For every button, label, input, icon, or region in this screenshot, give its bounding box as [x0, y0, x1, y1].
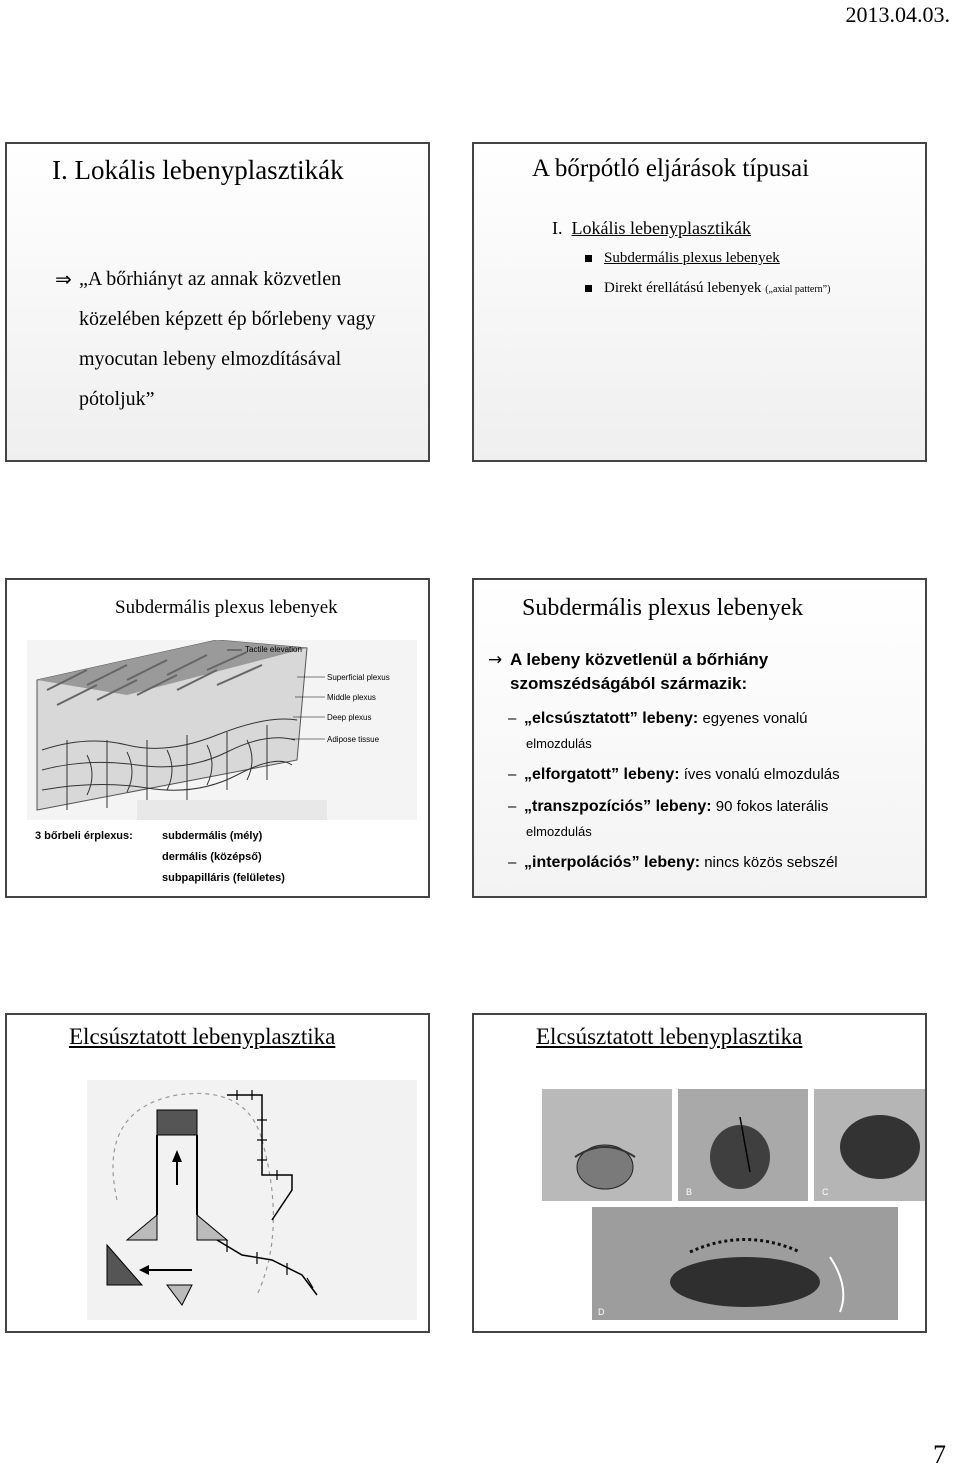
label-tactile-elevation: Tactile elevation: [245, 645, 302, 654]
skin-plexus-illustration: [27, 640, 417, 820]
slide-2-heading: [552, 218, 751, 239]
flap-term: „interpolációs” lebeny:: [524, 854, 701, 871]
flap-desc: 90 fokos laterális: [715, 798, 829, 815]
label-superficial-plexus: Superficial plexus: [327, 673, 390, 682]
slide-4-title: Subdermális plexus lebenyek: [522, 595, 804, 621]
bullet-text: Direkt érellátású lebenyek: [604, 280, 762, 296]
flap-desc-continued: elmozdulás: [526, 824, 592, 839]
bullet-item: [604, 250, 780, 267]
slide-2-title: A bőrpótló eljárások típusai: [532, 155, 810, 182]
slide-6-title: Elcsúsztatott lebenyplasztika: [536, 1024, 803, 1049]
surgical-photos: [540, 1087, 927, 1322]
flap-desc-continued: elmozdulás: [526, 736, 592, 751]
label-deep-plexus: Deep plexus: [327, 713, 372, 722]
slide-4: [472, 578, 927, 898]
slide-4-lead: [488, 648, 769, 696]
flap-term: „elforgatott” lebeny:: [524, 766, 680, 783]
bullet-item: [604, 280, 830, 297]
flap-desc: egyenes vonalú: [702, 710, 808, 727]
slide-1-body-text: „A bőrhiányt az annak közvetlen közelében képzett ép bőrlebeny vagy myocutan lebeny elmozdításával pótoljuk”: [79, 268, 376, 410]
plexus-caption-item: subpapilláris (felületes): [162, 872, 285, 884]
slide-2: [472, 142, 927, 462]
plexus-caption-item: dermális (középső): [162, 851, 262, 863]
implies-arrow-icon: ⇒: [55, 267, 72, 291]
flap-desc: nincs közös sebszél: [704, 854, 838, 871]
flap-type-item: – „transzpozíciós” lebeny: 90 fokos laterális: [508, 798, 829, 815]
flap-term: „elcsúsztatott” lebeny:: [524, 710, 699, 727]
slide-3: [5, 578, 430, 898]
slide-1-body: [55, 259, 419, 419]
bullet-text: Subdermális plexus lebenyek: [604, 250, 780, 266]
label-adipose-tissue: Adipose tissue: [327, 735, 380, 744]
flap-type-item: – „elcsúsztatott” lebeny: egyenes vonalú: [508, 710, 808, 727]
panel-letter: D: [598, 1307, 605, 1317]
header-date: 2013.04.03.: [845, 2, 950, 27]
lead-line: A lebeny közvetlenül a bőrhiány szomszédságából származik:: [510, 650, 769, 693]
panel-letter: B: [686, 1187, 693, 1197]
flap-term: „transzpozíciós” lebeny:: [524, 798, 712, 815]
flap-desc: íves vonalú elmozdulás: [683, 766, 840, 783]
panel-letter: C: [822, 1187, 829, 1197]
slide-1-title: I. Lokális lebenyplasztikák: [52, 155, 344, 185]
plexus-caption-label: 3 bőrbeli érplexus:: [35, 830, 133, 842]
bullet-suffix: („axial pattern”): [765, 284, 831, 295]
heading-text: Lokális lebenyplasztikák: [571, 218, 751, 238]
slide-1: [5, 142, 430, 462]
roman-numeral: I.: [552, 218, 563, 238]
flap-type-item: – „interpolációs” lebeny: nincs közös sebszél: [508, 854, 838, 871]
slide-3-title: Subdermális plexus lebenyek: [115, 597, 338, 618]
plexus-caption-item: subdermális (mély): [162, 830, 263, 842]
slide-5-title: Elcsúsztatott lebenyplasztika: [69, 1024, 336, 1049]
page-number: 7: [933, 1440, 946, 1469]
slide-6: [472, 1013, 927, 1333]
sliding-flap-diagram: [87, 1080, 417, 1320]
right-arrow-icon: →: [488, 650, 503, 670]
flap-type-item: – „elforgatott” lebeny: íves vonalú elmozdulás: [508, 766, 840, 783]
slide-5: [5, 1013, 430, 1333]
label-middle-plexus: Middle plexus: [327, 693, 376, 702]
